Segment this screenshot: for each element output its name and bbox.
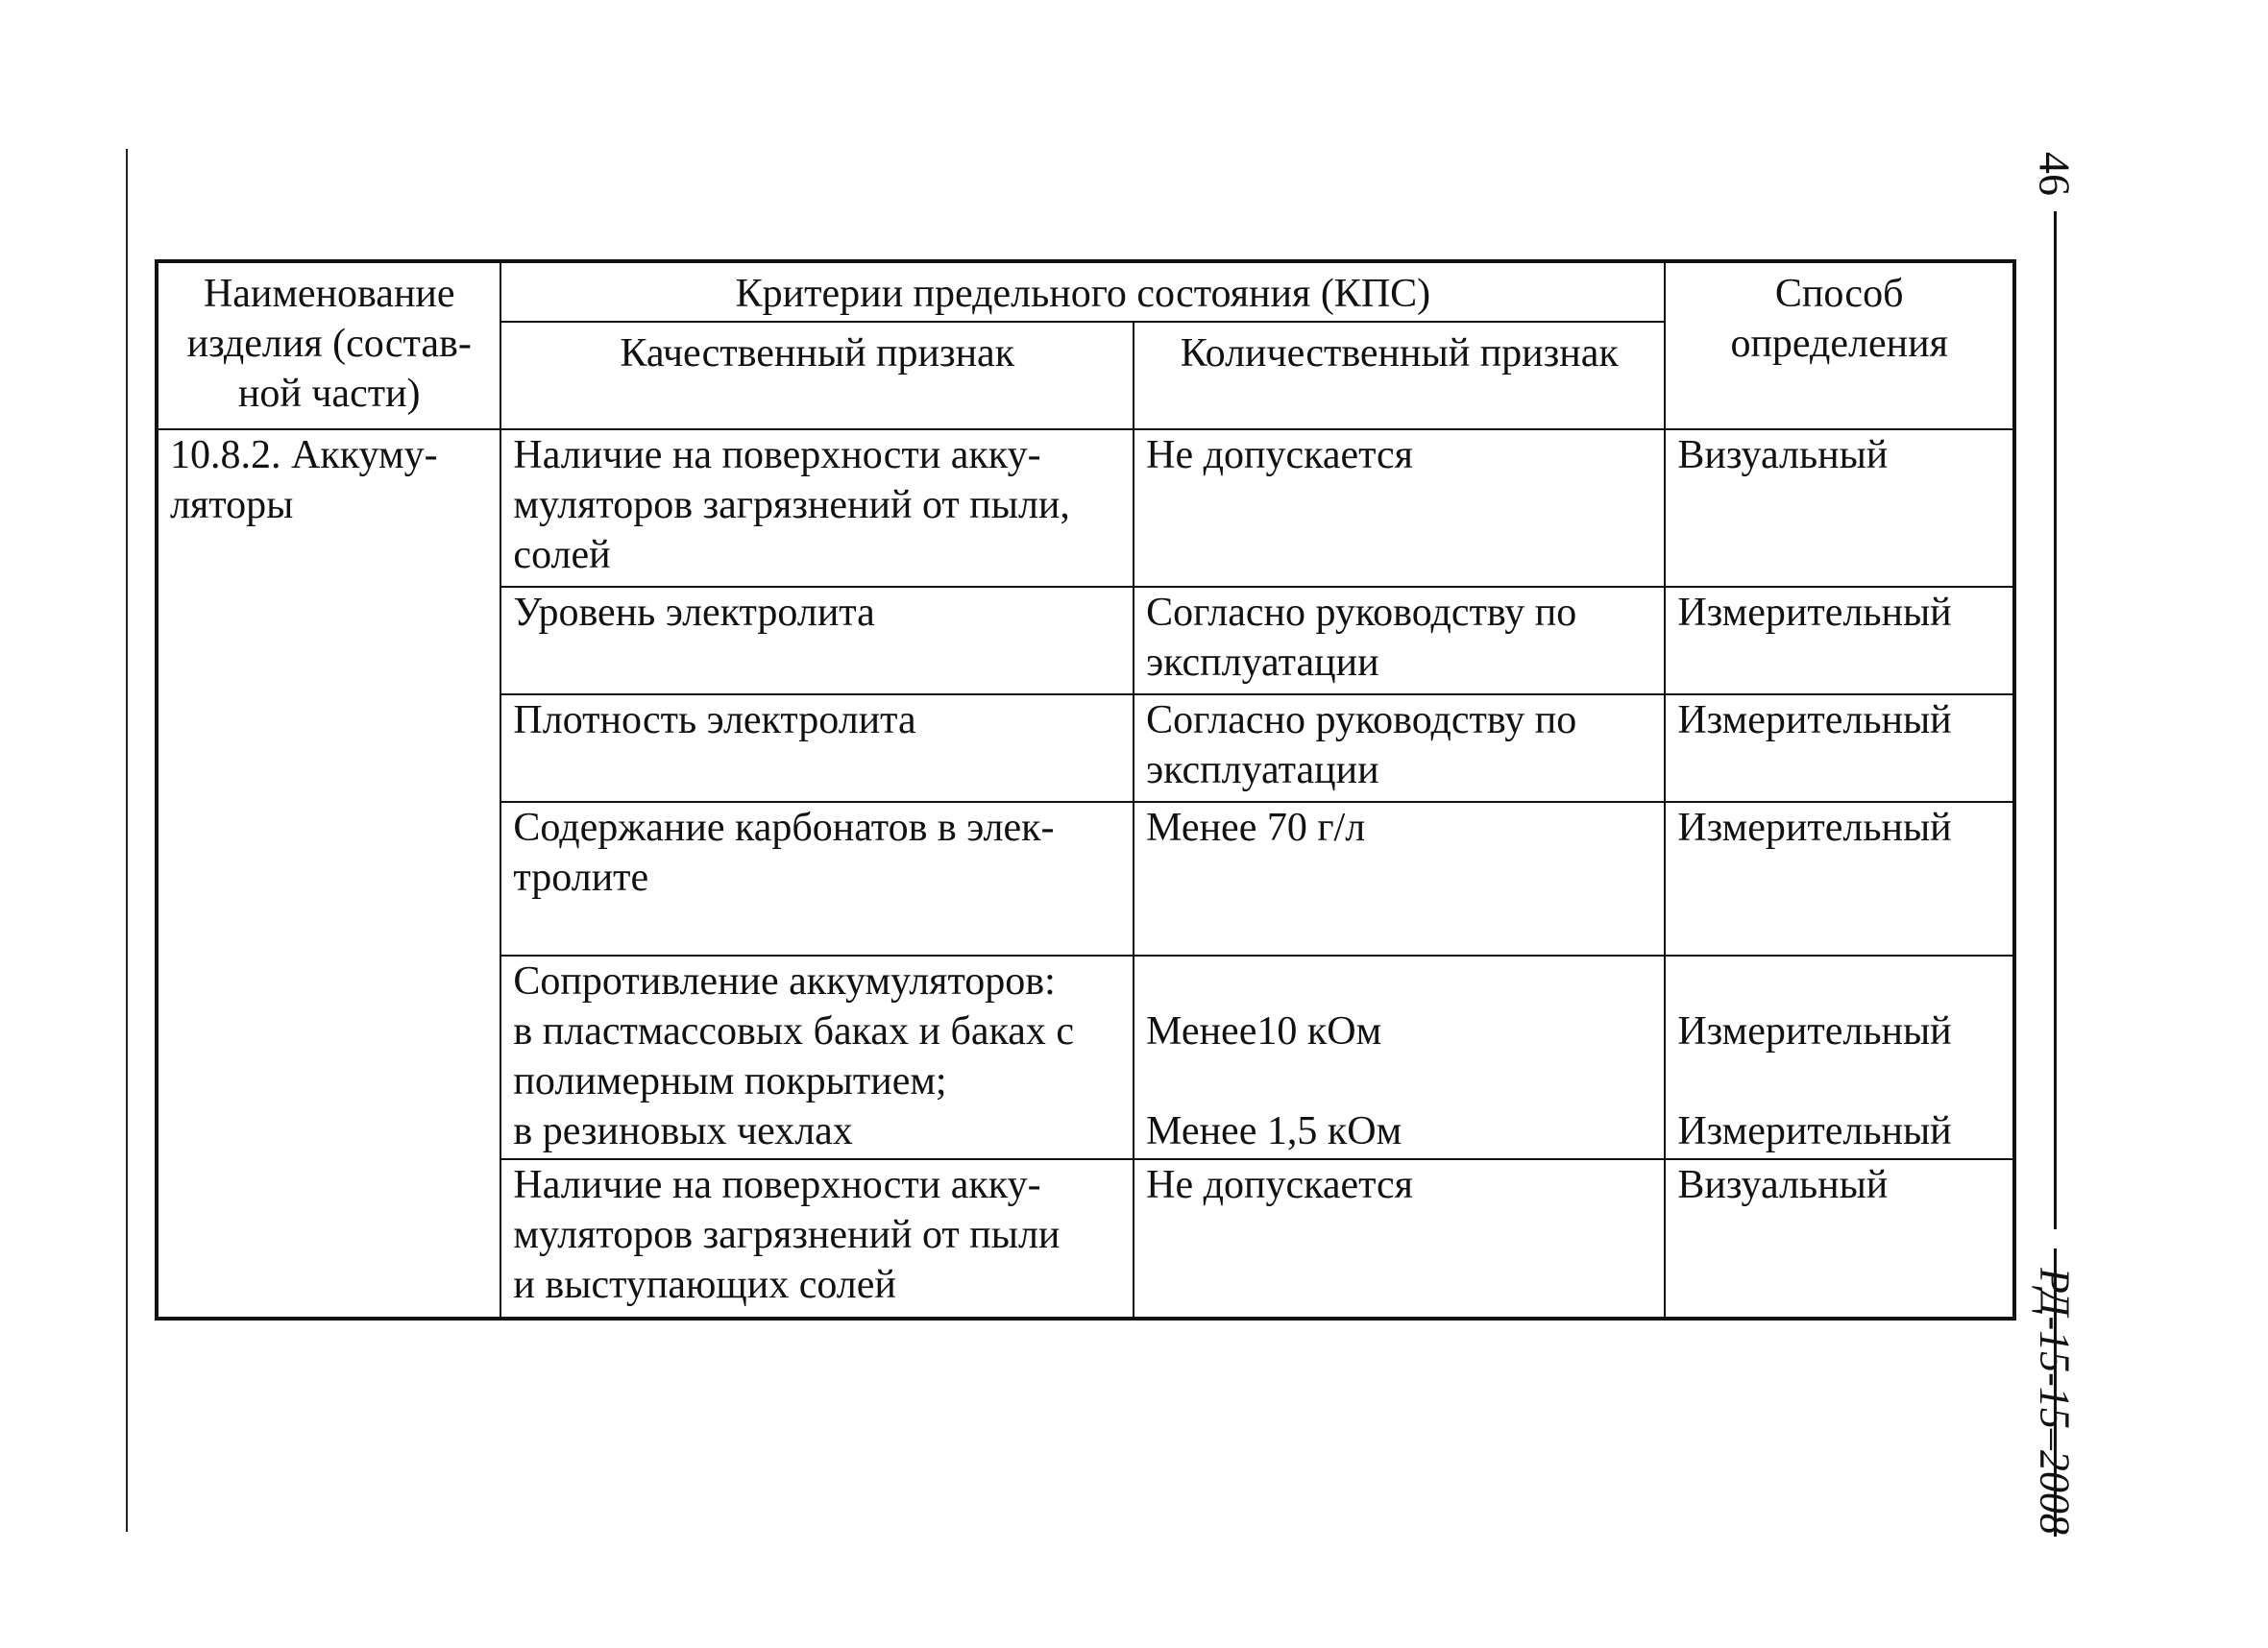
method-cell xyxy=(1665,694,2014,802)
method-cell xyxy=(1665,956,2014,1159)
cell-line: Измерительный xyxy=(1677,1109,1952,1153)
margin-rule-top xyxy=(2054,211,2057,1229)
qualitative-cell xyxy=(500,802,1134,956)
header-row-1 xyxy=(157,261,2014,322)
header-criteria: Критерии предельного состояния (КПС) xyxy=(500,261,1665,322)
method-cell xyxy=(1665,1159,2014,1319)
cell-spacer xyxy=(1146,957,1652,1006)
cell-line: Менее 70 г/л xyxy=(1146,806,1366,850)
qualitative-cell xyxy=(500,587,1134,694)
page-number: 46 xyxy=(2030,152,2080,196)
cell-line: Сопротивление аккумуляторов: xyxy=(513,959,1056,1004)
cell-line: Менее10 кОм xyxy=(1146,1009,1382,1054)
document-code: РД-15-15–2008 xyxy=(2031,1268,2079,1535)
header-item-name-line: Наименование xyxy=(203,272,455,316)
header-qualitative: Качественный признак xyxy=(500,322,1134,429)
qualitative-cell xyxy=(500,956,1134,1159)
cell-line: и выступающих солей xyxy=(513,1263,896,1307)
cell-line: Не допускается xyxy=(1146,433,1413,477)
cell-line: Измерительный xyxy=(1677,1009,1952,1054)
cell-line: полимерным покрытием; xyxy=(513,1059,947,1103)
cell-line: тролите xyxy=(513,856,649,900)
cell-line: Визуальный xyxy=(1677,433,1889,477)
quantitative-cell xyxy=(1134,956,1665,1159)
cell-spacer xyxy=(1677,957,2001,1006)
method-cell xyxy=(1665,587,2014,694)
item-name-line: ляторы xyxy=(170,483,294,527)
cell-line: Согласно руководству по xyxy=(1146,591,1577,635)
cell-line: Плотность электролита xyxy=(513,698,916,742)
cell-line: эксплуатации xyxy=(1146,641,1379,685)
cell-line: муляторов загрязнений от пыли xyxy=(513,1213,1061,1257)
cell-line: в резиновых чехлах xyxy=(513,1109,853,1153)
cell-line: в пластмассовых баках и баках с xyxy=(513,1009,1075,1054)
header-method-line: определения xyxy=(1730,322,1948,366)
qualitative-cell xyxy=(500,694,1134,802)
header-item-name-line: ной части) xyxy=(237,372,421,416)
qualitative-cell xyxy=(500,429,1134,587)
cell-line: Измерительный xyxy=(1677,591,1952,635)
cell-spacer xyxy=(1146,1056,1652,1106)
cell-line: Содержание карбонатов в элек- xyxy=(513,806,1055,850)
table-row xyxy=(157,429,2014,587)
item-name-line: 10.8.2. Аккуму- xyxy=(170,433,438,477)
quantitative-cell xyxy=(1134,587,1665,694)
quantitative-cell xyxy=(1134,694,1665,802)
header-quantitative: Количественный признак xyxy=(1134,322,1665,429)
header-item-name-line: изделия (состав- xyxy=(186,322,472,366)
cell-spacer xyxy=(1677,1056,2001,1106)
header-item-name xyxy=(157,261,500,429)
binding-line xyxy=(126,149,128,1532)
quantitative-cell xyxy=(1134,802,1665,956)
kps-table xyxy=(155,259,2016,1321)
cell-line: Менее 1,5 кОм xyxy=(1146,1109,1402,1153)
quantitative-cell xyxy=(1134,429,1665,587)
cell-line: эксплуатации xyxy=(1146,748,1379,792)
item-name-cell xyxy=(157,429,500,1319)
cell-line: муляторов загрязнений от пыли, xyxy=(513,483,1070,527)
cell-line: солей xyxy=(513,533,611,577)
header-method-line: Способ xyxy=(1774,272,1904,316)
qualitative-cell xyxy=(500,1159,1134,1319)
cell-line: Визуальный xyxy=(1677,1163,1889,1207)
cell-line: Наличие на поверхности акку- xyxy=(513,1163,1041,1207)
method-cell xyxy=(1665,429,2014,587)
quantitative-cell xyxy=(1134,1159,1665,1319)
cell-line: Не допускается xyxy=(1146,1163,1413,1207)
method-cell xyxy=(1665,802,2014,956)
cell-line: Согласно руководству по xyxy=(1146,698,1577,742)
cell-line: Уровень электролита xyxy=(513,591,875,635)
cell-line: Измерительный xyxy=(1677,698,1952,742)
header-method xyxy=(1665,261,2014,429)
cell-line: Наличие на поверхности акку- xyxy=(513,433,1041,477)
cell-line: Измерительный xyxy=(1677,806,1952,850)
